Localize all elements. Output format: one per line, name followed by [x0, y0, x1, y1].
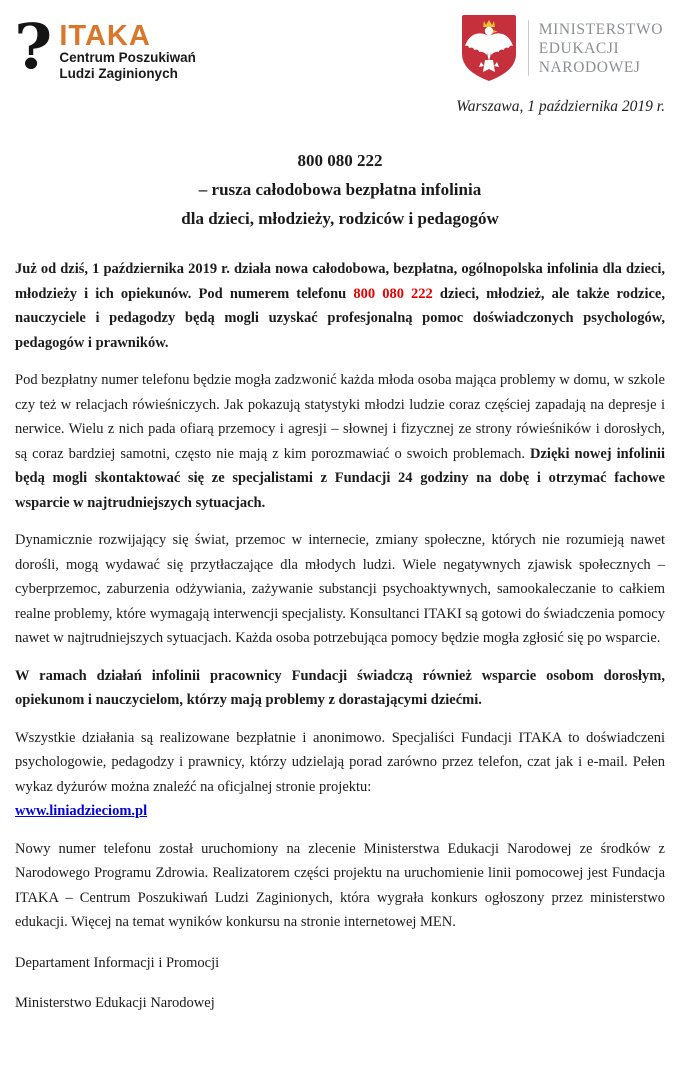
page-title	[15, 146, 665, 233]
men-logo	[460, 14, 663, 82]
itaka-logo-subtitle-line1: Centrum Poszukiwań	[59, 50, 196, 65]
title-line-phone: 800 080 222	[297, 151, 383, 170]
phone-number: 800 080 222	[353, 285, 433, 302]
title-line-2: – rusza całodobowa bezpłatna infolinia	[198, 180, 482, 199]
dateline: Warszawa, 1 października 2019 r.	[456, 98, 665, 115]
question-mark-icon: ?	[14, 10, 53, 83]
men-logo-line3: NARODOWEJ	[538, 58, 641, 76]
polish-eagle-icon	[460, 14, 518, 82]
paragraph-ministry-program: Nowy numer telefonu został uruchomiony na zlecenie Ministerstwa Edukacji Narodowej ze środków z Narodowego Programu Zdrowia. Realizatorem części projektu na uruchomienie linii pomocowej jest Fundacja ITAKA – Centrum Poszukiwań Ludzi Zaginionych, która wygrała konkurs ogłoszony przez ministerstwo edukacji. Więcej na temat wyników konkursu na stronie internetowej MEN.	[15, 840, 665, 930]
men-logo-divider	[528, 20, 529, 76]
lead-before-phone: Już od dziś, 1 października 2019 r. działa nowa całodobowa, bezpłatna, ogólnopolska infolinia dla dzieci, młodzieży i ich opiekunów. Pod numerem telefonu	[15, 261, 665, 302]
p2-regular: Pod bezpłatny numer telefonu będzie mogła zadzwonić każda młoda osoba mająca problemy w domu, w szkole czy też w relacjach rówieśniczych. Jak pokazują statystyki młodzi ludzie coraz częściej zapadają na depresje i nerwice. Wielu z nich pada ofiarą przemocy i agresji – słownej i fizycznej ze strony rówieśników i dorosłych, są coraz bardziej samotni, często nie mają z kim porozmawiać o swoich problemach.	[15, 372, 665, 462]
p2-bold: Dzięki nowej infolinii będą mogli skontaktować się ze specjalistami z Fundacji 24 godziny na dobę i otrzymać fachowe wsparcie w najtrudniejszych sytuacjach.	[15, 445, 665, 511]
signature-ministry: Ministerstwo Edukacji Narodowej	[15, 995, 215, 1011]
itaka-logo-text	[59, 12, 196, 81]
paragraph-problems: Dynamicznie rozwijający się świat, przemoc w internecie, zmiany społeczne, których nie rozumieją nawet dorośli, mogą wydawać się przytłaczające dla młodych ludzi. Wiele negatywnych zjawisk społecznych – cyberprzemoc, zaburzenia odżywiania, zażywanie substancji psychoaktywnych, samookaleczanie to całkiem realne problemy, które wymagają interwencji specjalisty. Konsultanci ITAKI są gotowi do świadczenia pomocy nawet w najtrudniejszych sytuacjach. Każda osoba potrzebująca pomocy będzie mogła zgłosić się po wsparcie.	[15, 532, 665, 646]
itaka-logo	[15, 12, 196, 82]
title-line-3: dla dzieci, młodzieży, rodziców i pedagogów	[181, 209, 499, 228]
men-logo-line1: MINISTERSTWO	[538, 20, 663, 38]
paragraph-who-can-call	[15, 368, 665, 515]
men-logo-line2: EDUKACJI	[538, 39, 620, 57]
lead-after-phone: dzieci, młodzież, ale także rodzice, nauczyciele i pedagodzy będą mogli uzyskać profesjonalną pomoc doświadczonych psychologów, pedagogów i prawników.	[15, 285, 665, 351]
signature-department: Departament Informacji i Promocji	[15, 954, 220, 971]
itaka-logo-subtitle-line2: Ludzi Zaginionych	[59, 65, 178, 81]
men-logo-text	[539, 20, 663, 77]
paragraph-adults-support: W ramach działań infolinii pracownicy Fundacji świadczą również wsparcie osobom dorosłym, opiekunom i nauczycielom, którzy mają problemy z dorastającymi dziećmi.	[15, 667, 665, 708]
header	[15, 10, 665, 82]
paragraph-free-anonymous	[15, 726, 665, 824]
p5-text: Wszystkie działania są realizowane bezpłatnie i anonimowo. Specjaliści Fundacji ITAKA to doświadczeni psychologowie, pedagodzy i prawnicy, którzy udzielają porad zarówno przez telefon, czat jak i e-mail. Pełen wykaz dyżurów można znaleźć na oficjalnej stronie projektu:	[15, 729, 665, 795]
liniadzieciom-link[interactable]: www.liniadzieciom.pl	[15, 803, 148, 819]
itaka-logo-title: ITAKA	[59, 20, 151, 52]
paragraph-lead	[15, 257, 665, 355]
